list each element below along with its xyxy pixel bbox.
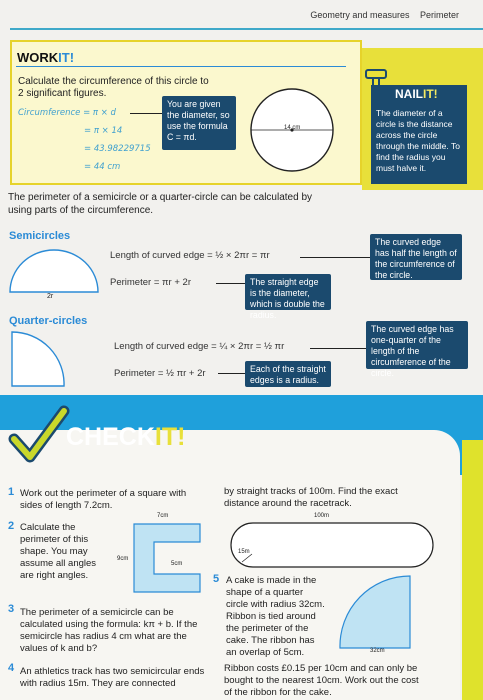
workit-arrow [130, 113, 164, 114]
cake-radius-label: 32cm [370, 648, 385, 654]
q2-shape-diagram [130, 520, 210, 598]
workit-title: WORKIT! [17, 50, 75, 65]
q5-number: 5 [213, 573, 220, 585]
q2-text: Calculate the perimeter of this shape. You may assume all angles are right angles. [20, 522, 97, 581]
topic-title: Perimeter [419, 10, 459, 20]
racetrack-diagram [228, 520, 438, 570]
page-header [302, 10, 459, 20]
circle-diameter-label: 14 cm [284, 125, 301, 131]
q3-text: The perimeter of a semicircle can be calculated using the formula: kπ + b. If the semicircle has radius 4 cm what are the values of k and b? [20, 607, 198, 654]
q4-continued: by straight tracks of 100m. Find the exact distance around the racetrack. [224, 486, 398, 509]
checkmark-icon [8, 405, 70, 467]
quarter-straight-arrow [218, 373, 246, 374]
quarter-perimeter-formula: Perimeter = ½ πr + 2r [114, 368, 206, 379]
quarter-curved-arrow [310, 348, 366, 349]
quarter-circle-diagram [10, 330, 66, 388]
nailit-body: The diameter of a circle is the distance across the circle through the middle. To find the radius you must halve it. [371, 104, 467, 184]
workit-step-2: = π × 14 [84, 126, 123, 136]
cake-quarter-circle [338, 574, 412, 652]
workit-step-4: = 44 cm [84, 162, 121, 172]
workit-step-1: Circumference = π × d [18, 108, 116, 118]
q2-inner-label: 5cm [171, 561, 183, 567]
semicircles-heading: Semicircles [9, 230, 71, 242]
q5-continued: Ribbon costs £0.15 per 10cm and can only be bought to the nearest 10cm. Work out the cost of the ribbon for the cake. [224, 663, 419, 698]
workit-note: You are given the diameter, so use the formula C = πd. [162, 96, 236, 150]
racetrack-radius-label: 15m [238, 549, 250, 555]
workit-divider [16, 66, 346, 67]
nailit-title: NAILIT! [371, 85, 467, 104]
q2-top-label: 7cm [157, 513, 169, 519]
q3-number: 3 [8, 603, 15, 615]
section-title: Geometry and measures [310, 10, 410, 20]
semicircle-base-label: 2r [47, 293, 54, 300]
semicircle-perimeter-formula: Perimeter = πr + 2r [110, 277, 191, 288]
semicircle-straight-arrow [216, 283, 246, 284]
workit-step-3: = 43.98229715 [84, 144, 151, 154]
header-rule [10, 28, 483, 30]
racetrack-length-label: 100m [314, 513, 330, 519]
q2-left-label: 9cm [117, 556, 129, 562]
checkit-title: CHECKIT! [66, 423, 186, 451]
semicircle-curved-arrow [300, 257, 370, 258]
intro-paragraph: The perimeter of a semicircle or a quarter-circle can be calculated by using parts of the circumference. [8, 192, 313, 216]
q1-number: 1 [8, 486, 15, 498]
quarter-circles-heading: Quarter-circles [9, 315, 88, 327]
q4-text: An athletics track has two semicircular ends with radius 15m. They are connected [20, 666, 205, 689]
q4-number: 4 [8, 662, 15, 674]
q1-text: Work out the perimeter of a square with sides of length 7.2cm. [20, 488, 187, 511]
checkit-edge [462, 440, 483, 700]
quarter-curved-formula: Length of curved edge = ¼ × 2πr = ½ πr [114, 341, 285, 352]
semicircle-curved-note: The curved edge has half the length of the circumference of the circle. [370, 234, 462, 280]
quarter-curved-note: The curved edge has one-quarter of the length of the circumference of the circle. [366, 321, 468, 369]
semicircle-curved-formula: Length of curved edge = ½ × 2πr = πr [110, 250, 270, 261]
quarter-straight-note: Each of the straight edges is a radius. [245, 361, 331, 387]
q2-number: 2 [8, 520, 15, 532]
q5-text: A cake is made in the shape of a quarter circle with radius 32cm. Ribbon is tied around the perimeter of the cake. The ribbon has an overlap of 5cm. [226, 575, 325, 658]
workit-task: Calculate the circumference of this circle to 2 significant figures. [18, 76, 209, 99]
semicircle-diagram [8, 248, 100, 296]
semicircle-straight-note: The straight edge is the diameter, which is double the radius. [245, 274, 331, 310]
